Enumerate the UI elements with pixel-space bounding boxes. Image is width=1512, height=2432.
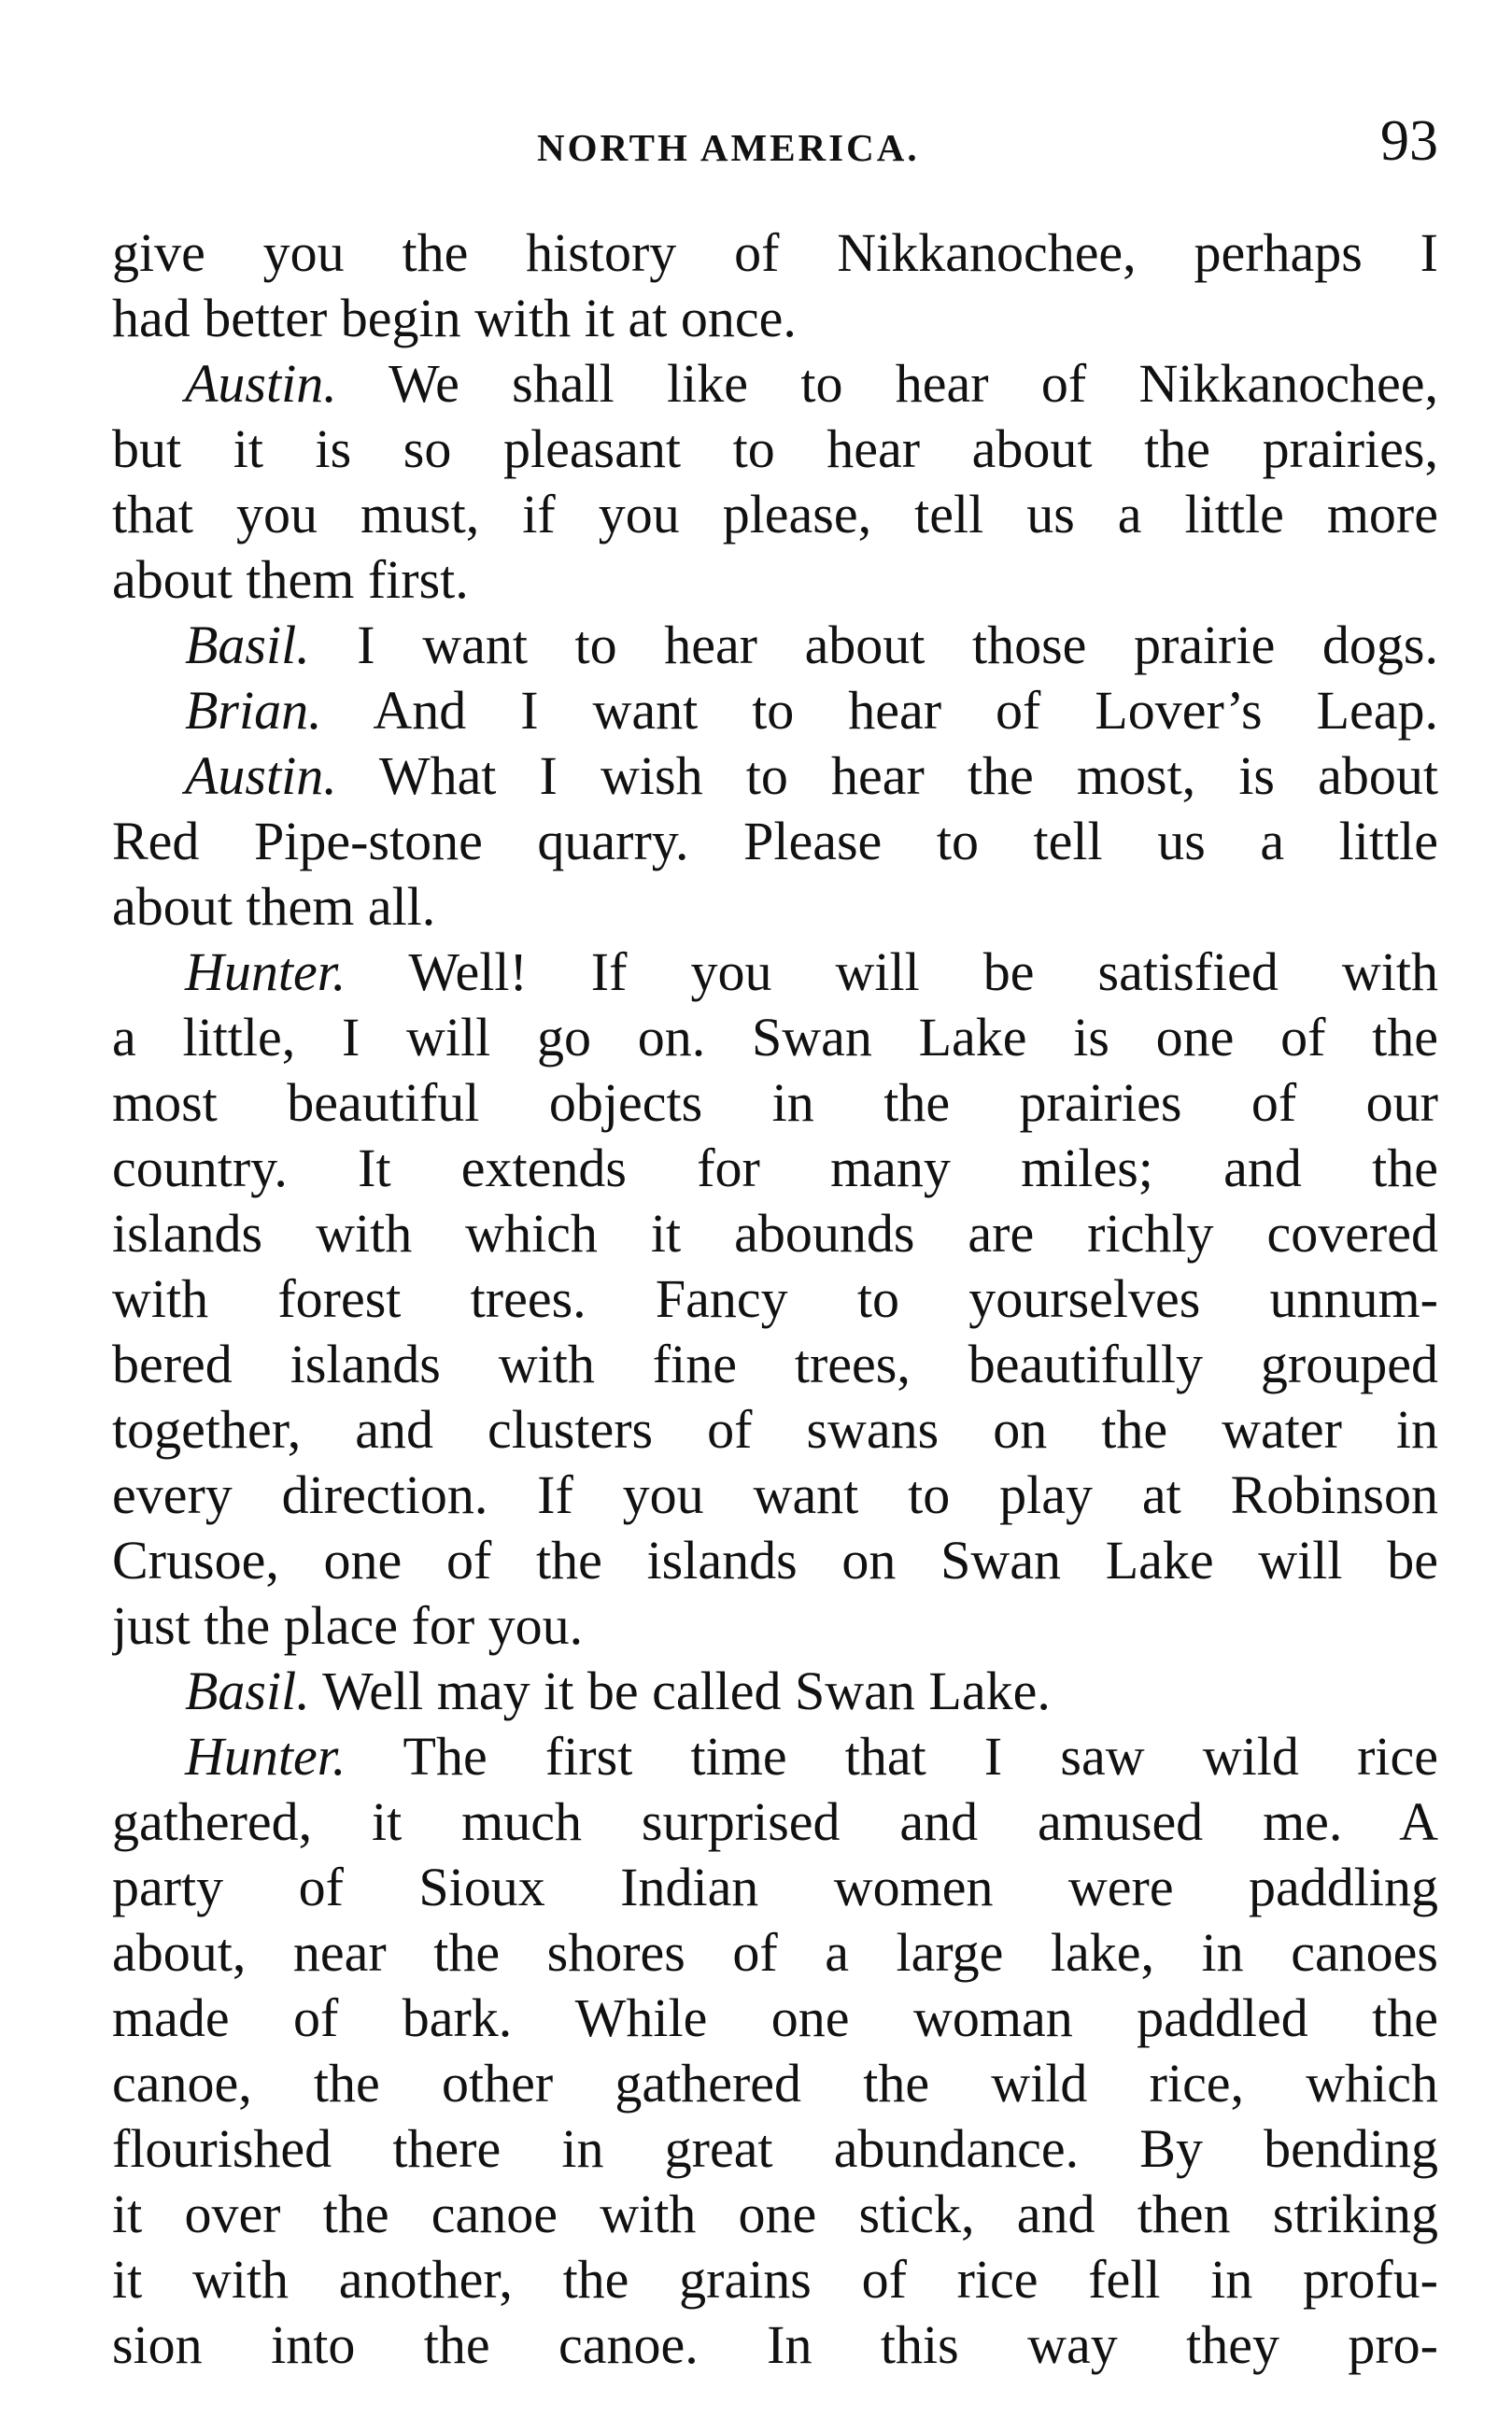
line-text: had better begin with it at once.	[112, 288, 797, 348]
text-line	[112, 1855, 1438, 1920]
text-line	[112, 809, 1438, 874]
text-line	[112, 2116, 1438, 2182]
line-text: Well! If you will be satisfied with	[346, 941, 1438, 1002]
line-text: that you must, if you please, tell us a little more	[112, 484, 1438, 544]
line-text: about them all.	[112, 876, 436, 937]
line-text: a little, I will go on. Swan Lake is one of the	[112, 1007, 1438, 1068]
text-line	[112, 1528, 1438, 1593]
text-line	[112, 1397, 1438, 1463]
page-number: 93	[1380, 109, 1438, 173]
line-text: Red Pipe-stone quarry. Please to tell us a little	[112, 811, 1438, 871]
text-line	[112, 1724, 1438, 1789]
line-text: it with another, the grains of rice fell in profu-	[112, 2249, 1438, 2310]
text-line	[112, 1005, 1438, 1070]
line-text: every direction. If you want to play at Robinson	[112, 1464, 1438, 1525]
text-line	[112, 1986, 1438, 2051]
text-line	[112, 874, 1438, 940]
text-line	[112, 482, 1438, 547]
line-text: islands with which it abounds are richly covered	[112, 1203, 1438, 1264]
text-line	[112, 613, 1438, 678]
line-text: just the place for you.	[112, 1595, 584, 1656]
text-line	[112, 220, 1438, 286]
line-text: What I wish to hear the most, is about	[336, 745, 1438, 806]
line-text: country. It extends for many miles; and the	[112, 1138, 1438, 1198]
line-text: And I want to hear of Lover’s Leap.	[321, 680, 1438, 741]
text-line	[112, 1332, 1438, 1397]
line-text: Well may it be called Swan Lake.	[309, 1661, 1051, 1721]
text-line	[112, 1463, 1438, 1528]
speaker-name: Austin.	[185, 353, 337, 414]
line-text: sion into the canoe. In this way they pro-	[112, 2314, 1438, 2375]
text-line	[112, 547, 1438, 613]
body-text	[112, 220, 1438, 2378]
line-text: made of bark. While one woman paddled the	[112, 1987, 1438, 2048]
speaker-name: Brian.	[185, 680, 322, 741]
text-line	[112, 1789, 1438, 1855]
line-text: I want to hear about those prairie dogs.	[309, 615, 1438, 675]
line-text: bered islands with fine trees, beautifully grouped	[112, 1334, 1438, 1394]
text-line	[112, 1136, 1438, 1201]
line-text: flourished there in great abundance. By bending	[112, 2118, 1438, 2179]
text-line	[112, 2247, 1438, 2312]
line-text: canoe, the other gathered the wild rice, which	[112, 2053, 1438, 2114]
line-text: give you the history of Nikkanochee, perhaps I	[112, 222, 1438, 283]
text-line	[112, 1659, 1438, 1724]
line-text: with forest trees. Fancy to yourselves unnum-	[112, 1268, 1438, 1329]
speaker-name: Hunter.	[185, 1726, 346, 1787]
line-text: party of Sioux Indian women were paddling	[112, 1857, 1438, 1917]
text-line	[112, 351, 1438, 417]
line-text: We shall like to hear of Nikkanochee,	[336, 353, 1438, 414]
line-text: about, near the shores of a large lake, in canoes	[112, 1922, 1438, 1983]
page-header	[112, 109, 1438, 196]
text-line	[112, 2051, 1438, 2116]
text-line	[112, 1920, 1438, 1986]
line-text: it over the canoe with one stick, and then striking	[112, 2184, 1438, 2244]
line-text: together, and clusters of swans on the water in	[112, 1399, 1438, 1460]
line-text: but it is so pleasant to hear about the prairies,	[112, 418, 1438, 479]
speaker-name: Hunter.	[185, 941, 346, 1002]
line-text: about them first.	[112, 549, 469, 610]
text-line	[112, 2312, 1438, 2378]
text-line	[112, 743, 1438, 809]
text-line	[112, 1070, 1438, 1136]
speaker-name: Basil.	[185, 1661, 310, 1721]
line-text: gathered, it much surprised and amused me. A	[112, 1791, 1438, 1852]
text-line	[112, 1593, 1438, 1659]
text-line	[112, 1201, 1438, 1266]
running-head: NORTH AMERICA.	[537, 126, 920, 169]
text-line	[112, 678, 1438, 743]
speaker-name: Basil.	[185, 615, 310, 675]
text-line	[112, 417, 1438, 482]
speaker-name: Austin.	[185, 745, 337, 806]
line-text: The first time that I saw wild rice	[346, 1726, 1438, 1787]
text-line	[112, 286, 1438, 351]
text-line	[112, 2182, 1438, 2247]
text-line	[112, 1266, 1438, 1332]
line-text: most beautiful objects in the prairies of our	[112, 1072, 1438, 1133]
text-line	[112, 940, 1438, 1005]
line-text: Crusoe, one of the islands on Swan Lake will be	[112, 1530, 1438, 1591]
